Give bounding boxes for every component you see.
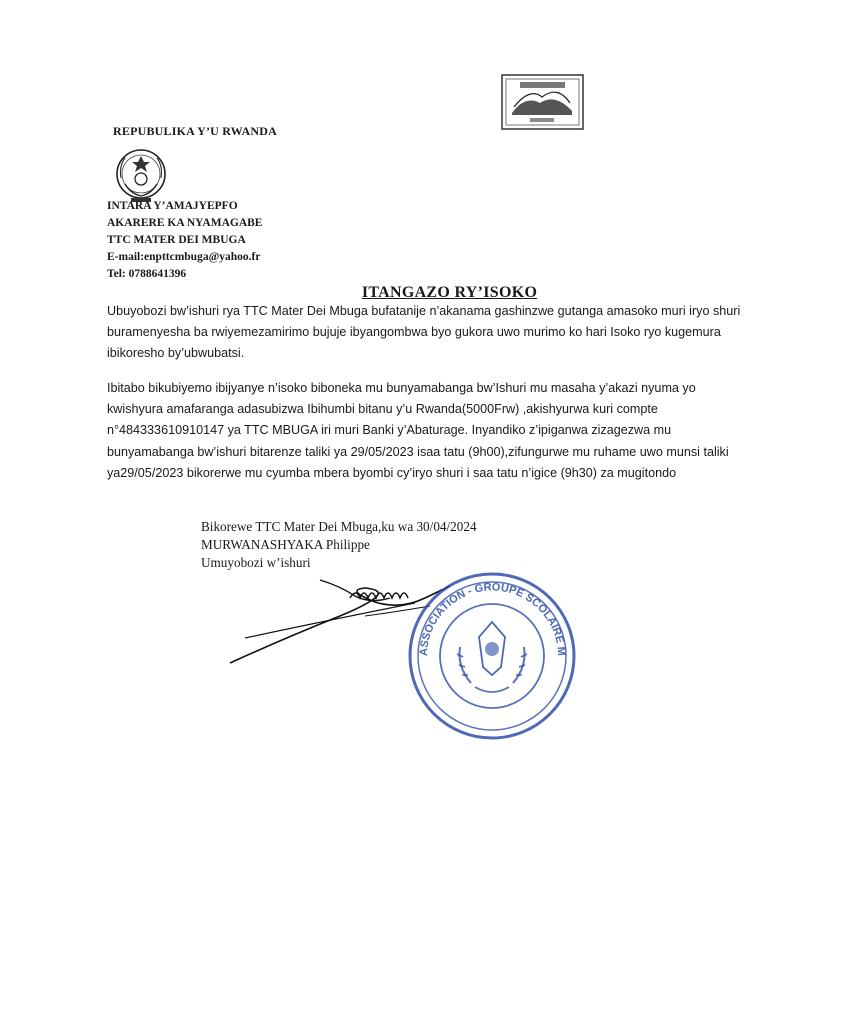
rwanda-coat-of-arms-icon: [111, 144, 171, 206]
province-line: INTARA Y’AMAJYEPFO: [107, 200, 238, 212]
letterhead: [107, 124, 407, 280]
stamp-text: ASSOCIATION - GROUPE SCOLAIRE M: [417, 581, 568, 657]
republic-heading: REPUBULIKA Y’U RWANDA: [113, 124, 278, 138]
document-title-text: ITANGAZO RY’ISOKO: [361, 284, 538, 301]
place-date-line: Bikorewe TTC Mater Dei Mbuga,ku wa 30/04/2024: [201, 519, 477, 534]
signatory-name: MURWANASHYAKA Philippe: [201, 537, 370, 552]
document-title: [0, 284, 861, 302]
signatory-role: Umuyobozi w’ishuri: [201, 555, 311, 570]
school-logo-icon: [500, 73, 585, 131]
district-line: AKARERE KA NYAMAGABE: [107, 217, 263, 229]
paragraph-1: Ubuyobozi bw’ishuri rya TTC Mater Dei Mbuga bufatanije n’akanama gashinzwe gutanga amasoko muri iryo shuri buramenyesha ba rwiyemezamirimo bujuje ibyangombwa byo gukora uwo murimo ko hari Isoko ryo kugemura ibikoresho by’ubwubatsi.: [107, 304, 741, 361]
signature-block: [201, 518, 477, 572]
email-line: E-mail:enpttcmbuga@yahoo.fr: [107, 251, 261, 263]
phone-line: Tel: 0788641396: [107, 268, 187, 280]
paragraph-2: Ibitabo bikubiyemo ibijyanye n’isoko biboneka mu bunyamabanga bw’Ishuri mu masaha y’akazi nyuma yo kwishyura amafaranga adasubizwa Ibihumbi bitanu y’u Rwanda(5000Frw) ,akishyurwa kuri compte n°484333610910147 ya TTC MBUGA iri muri Banki y’Abaturage. Inyandiko z’ipiganwa zizagezwa mu bunyamabanga bw’ishuri bitarenze taliki ya 29/05/2023 isaa tatu (9h00),zifungurwe mu ruhame uwo munsi taliki ya29/05/2023 bikorerwe mu cyumba mbera byombi cy’iryo shuri i saa tatu n’igice (9h30) za mugitondo: [107, 381, 729, 480]
school-name-line: TTC MATER DEI MBUGA: [107, 234, 246, 246]
letterhead-details: [107, 198, 262, 283]
official-stamp-icon: [405, 567, 580, 745]
